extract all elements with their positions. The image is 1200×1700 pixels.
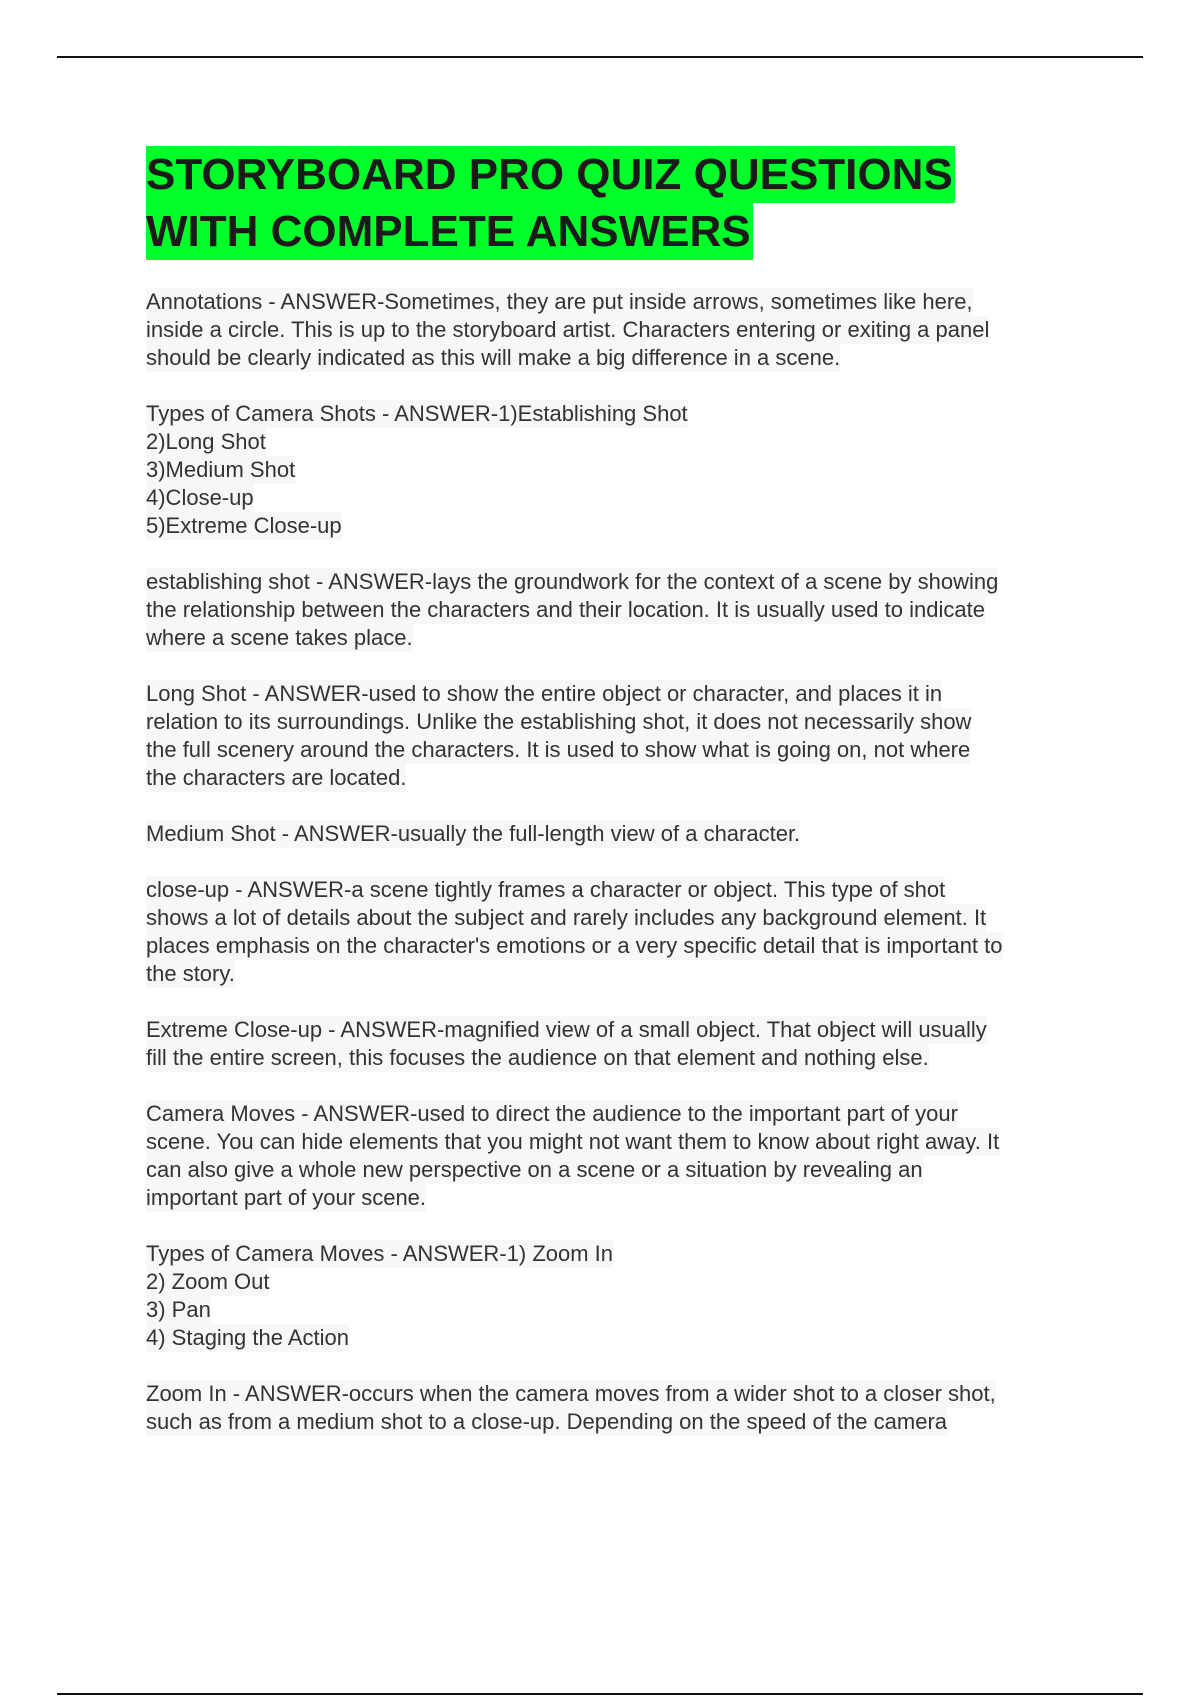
title-line: WITH COMPLETE ANSWERS — [146, 203, 753, 260]
entry-line: such as from a medium shot to a close-up. Depending on the speed of the camera — [146, 1409, 948, 1434]
entry-line: where a scene takes place. — [146, 625, 413, 650]
entry-line: Zoom In - ANSWER-occurs when the camera moves from a wider shot to a closer shot, — [146, 1381, 996, 1406]
entry-line: Medium Shot - ANSWER-usually the full-length view of a character. — [146, 821, 801, 846]
qa-entry — [146, 400, 1106, 540]
top-rule — [57, 56, 1143, 58]
qa-entry — [146, 568, 1106, 652]
entry-line: the story. — [146, 961, 235, 986]
entry-line: the characters are located. — [146, 765, 407, 790]
entry-line: Types of Camera Moves - ANSWER-1) Zoom In — [146, 1241, 614, 1266]
entry-line: establishing shot - ANSWER-lays the groundwork for the context of a scene by showing — [146, 569, 999, 594]
qa-entry — [146, 1240, 1106, 1352]
entry-line: shows a lot of details about the subject and rarely includes any background element. It — [146, 905, 987, 930]
qa-entry — [146, 680, 1106, 792]
entry-line: the full scenery around the characters. It is used to show what is going on, not where — [146, 737, 971, 762]
qa-entry — [146, 288, 1106, 372]
entry-line: inside a circle. This is up to the storyboard artist. Characters entering or exiting a panel — [146, 317, 990, 342]
entry-line: should be clearly indicated as this will make a big difference in a scene. — [146, 345, 841, 370]
entry-line: relation to its surroundings. Unlike the establishing shot, it does not necessarily show — [146, 709, 972, 734]
document-title — [146, 146, 1106, 260]
qa-entry — [146, 1100, 1106, 1212]
qa-entry — [146, 820, 1106, 848]
entry-line: close-up - ANSWER-a scene tightly frames a character or object. This type of shot — [146, 877, 946, 902]
entry-line: Camera Moves - ANSWER-used to direct the audience to the important part of your — [146, 1101, 958, 1126]
entry-line: Types of Camera Shots - ANSWER-1)Establishing Shot — [146, 401, 688, 426]
document-body — [146, 146, 1106, 1464]
entry-line: 3)Medium Shot — [146, 457, 296, 482]
entry-line: 4)Close-up — [146, 485, 254, 510]
entry-line: places emphasis on the character's emotions or a very specific detail that is important to — [146, 933, 1003, 958]
qa-entries — [146, 288, 1106, 1436]
entry-line: the relationship between the characters and their location. It is usually used to indicate — [146, 597, 985, 622]
entry-line: 4) Staging the Action — [146, 1325, 350, 1350]
entry-line: Long Shot - ANSWER-used to show the entire object or character, and places it in — [146, 681, 943, 706]
qa-entry — [146, 876, 1106, 988]
entry-line: Extreme Close-up - ANSWER-magnified view of a small object. That object will usually — [146, 1017, 987, 1042]
bottom-rule — [57, 1693, 1143, 1695]
qa-entry — [146, 1016, 1106, 1072]
entry-line: scene. You can hide elements that you might not want them to know about right away. It — [146, 1129, 1000, 1154]
entry-line: can also give a whole new perspective on a scene or a situation by revealing an — [146, 1157, 923, 1182]
entry-line: fill the entire screen, this focuses the audience on that element and nothing else. — [146, 1045, 929, 1070]
entry-line: important part of your scene. — [146, 1185, 427, 1210]
entry-line: 5)Extreme Close-up — [146, 513, 342, 538]
entry-line: 3) Pan — [146, 1297, 211, 1322]
entry-line: 2)Long Shot — [146, 429, 266, 454]
title-line: STORYBOARD PRO QUIZ QUESTIONS — [146, 146, 955, 203]
entry-line: Annotations - ANSWER-Sometimes, they are put inside arrows, sometimes like here, — [146, 289, 973, 314]
qa-entry — [146, 1380, 1106, 1436]
entry-line: 2) Zoom Out — [146, 1269, 270, 1294]
